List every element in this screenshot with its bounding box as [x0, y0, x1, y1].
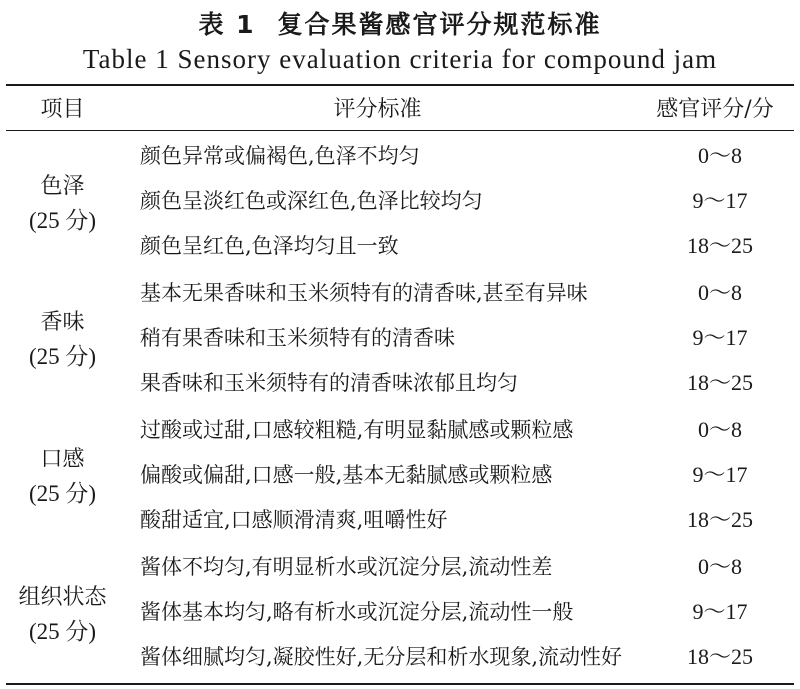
- criterion-cell: 酱体不均匀,有明显析水或沉淀分层,流动性差: [140, 555, 553, 579]
- score-cell: 0～8: [697, 143, 742, 168]
- score-cell: 18～25: [686, 507, 753, 532]
- group-points: (25 分): [28, 481, 97, 506]
- header-item: 项目: [40, 97, 85, 122]
- group-name: 香味: [40, 310, 85, 335]
- score-cell: 0～8: [697, 417, 742, 442]
- criterion-cell: 颜色呈红色,色泽均匀且一致: [140, 234, 399, 258]
- criterion-cell: 酸甜适宜,口感顺滑清爽,咀嚼性好: [140, 508, 448, 532]
- score-cell: 9～17: [692, 188, 748, 213]
- group-name: 口感: [40, 447, 85, 472]
- score-cell: 0～8: [697, 554, 742, 579]
- criterion-cell: 酱体基本均匀,略有析水或沉淀分层,流动性一般: [140, 600, 574, 624]
- table-title-text: 复合果酱感官评分规范标准: [277, 10, 602, 39]
- group-label-mouthfeel: [0, 443, 125, 511]
- group-points: (25 分): [28, 619, 97, 644]
- group-points: (25 分): [28, 344, 97, 369]
- group-name: 色泽: [40, 174, 85, 199]
- score-cell: 9～17: [692, 462, 748, 487]
- header-score: 感官评分/分: [656, 97, 774, 122]
- score-cell: 0～8: [697, 280, 742, 305]
- table-number: 表 1: [198, 10, 256, 39]
- criterion-cell: 酱体细腻均匀,凝胶性好,无分层和析水现象,流动性好: [140, 645, 623, 669]
- criterion-cell: 果香味和玉米须特有的清香味浓郁且均匀: [140, 371, 518, 395]
- group-label-aroma: [0, 306, 125, 374]
- criterion-cell: 颜色异常或偏褐色,色泽不均匀: [140, 144, 420, 168]
- criterion-cell: 偏酸或偏甜,口感一般,基本无黏腻感或颗粒感: [140, 463, 553, 487]
- table-header-rule: [6, 130, 794, 131]
- criterion-cell: 基本无果香味和玉米须特有的清香味,甚至有异味: [140, 281, 588, 305]
- score-cell: 18～25: [686, 644, 753, 669]
- criterion-cell: 颜色呈淡红色或深红色,色泽比较均匀: [140, 189, 483, 213]
- group-label-color: [0, 170, 125, 238]
- criterion-cell: 稍有果香味和玉米须特有的清香味: [140, 326, 455, 350]
- header-criteria: 评分标准: [333, 97, 422, 122]
- table-title-chinese: [0, 5, 800, 41]
- score-cell: 18～25: [686, 370, 753, 395]
- group-label-texture: [0, 581, 125, 649]
- group-name: 组织状态: [18, 585, 107, 610]
- table-bottom-rule: [6, 683, 794, 685]
- criterion-cell: 过酸或过甜,口感较粗糙,有明显黏腻感或颗粒感: [140, 418, 574, 442]
- table-title-english: Table 1 Sensory evaluation criteria for compound jam: [82, 44, 718, 74]
- score-cell: 9～17: [692, 325, 748, 350]
- group-points: (25 分): [28, 208, 97, 233]
- table-top-rule: [6, 84, 794, 86]
- score-cell: 18～25: [686, 233, 753, 258]
- score-cell: 9～17: [692, 599, 748, 624]
